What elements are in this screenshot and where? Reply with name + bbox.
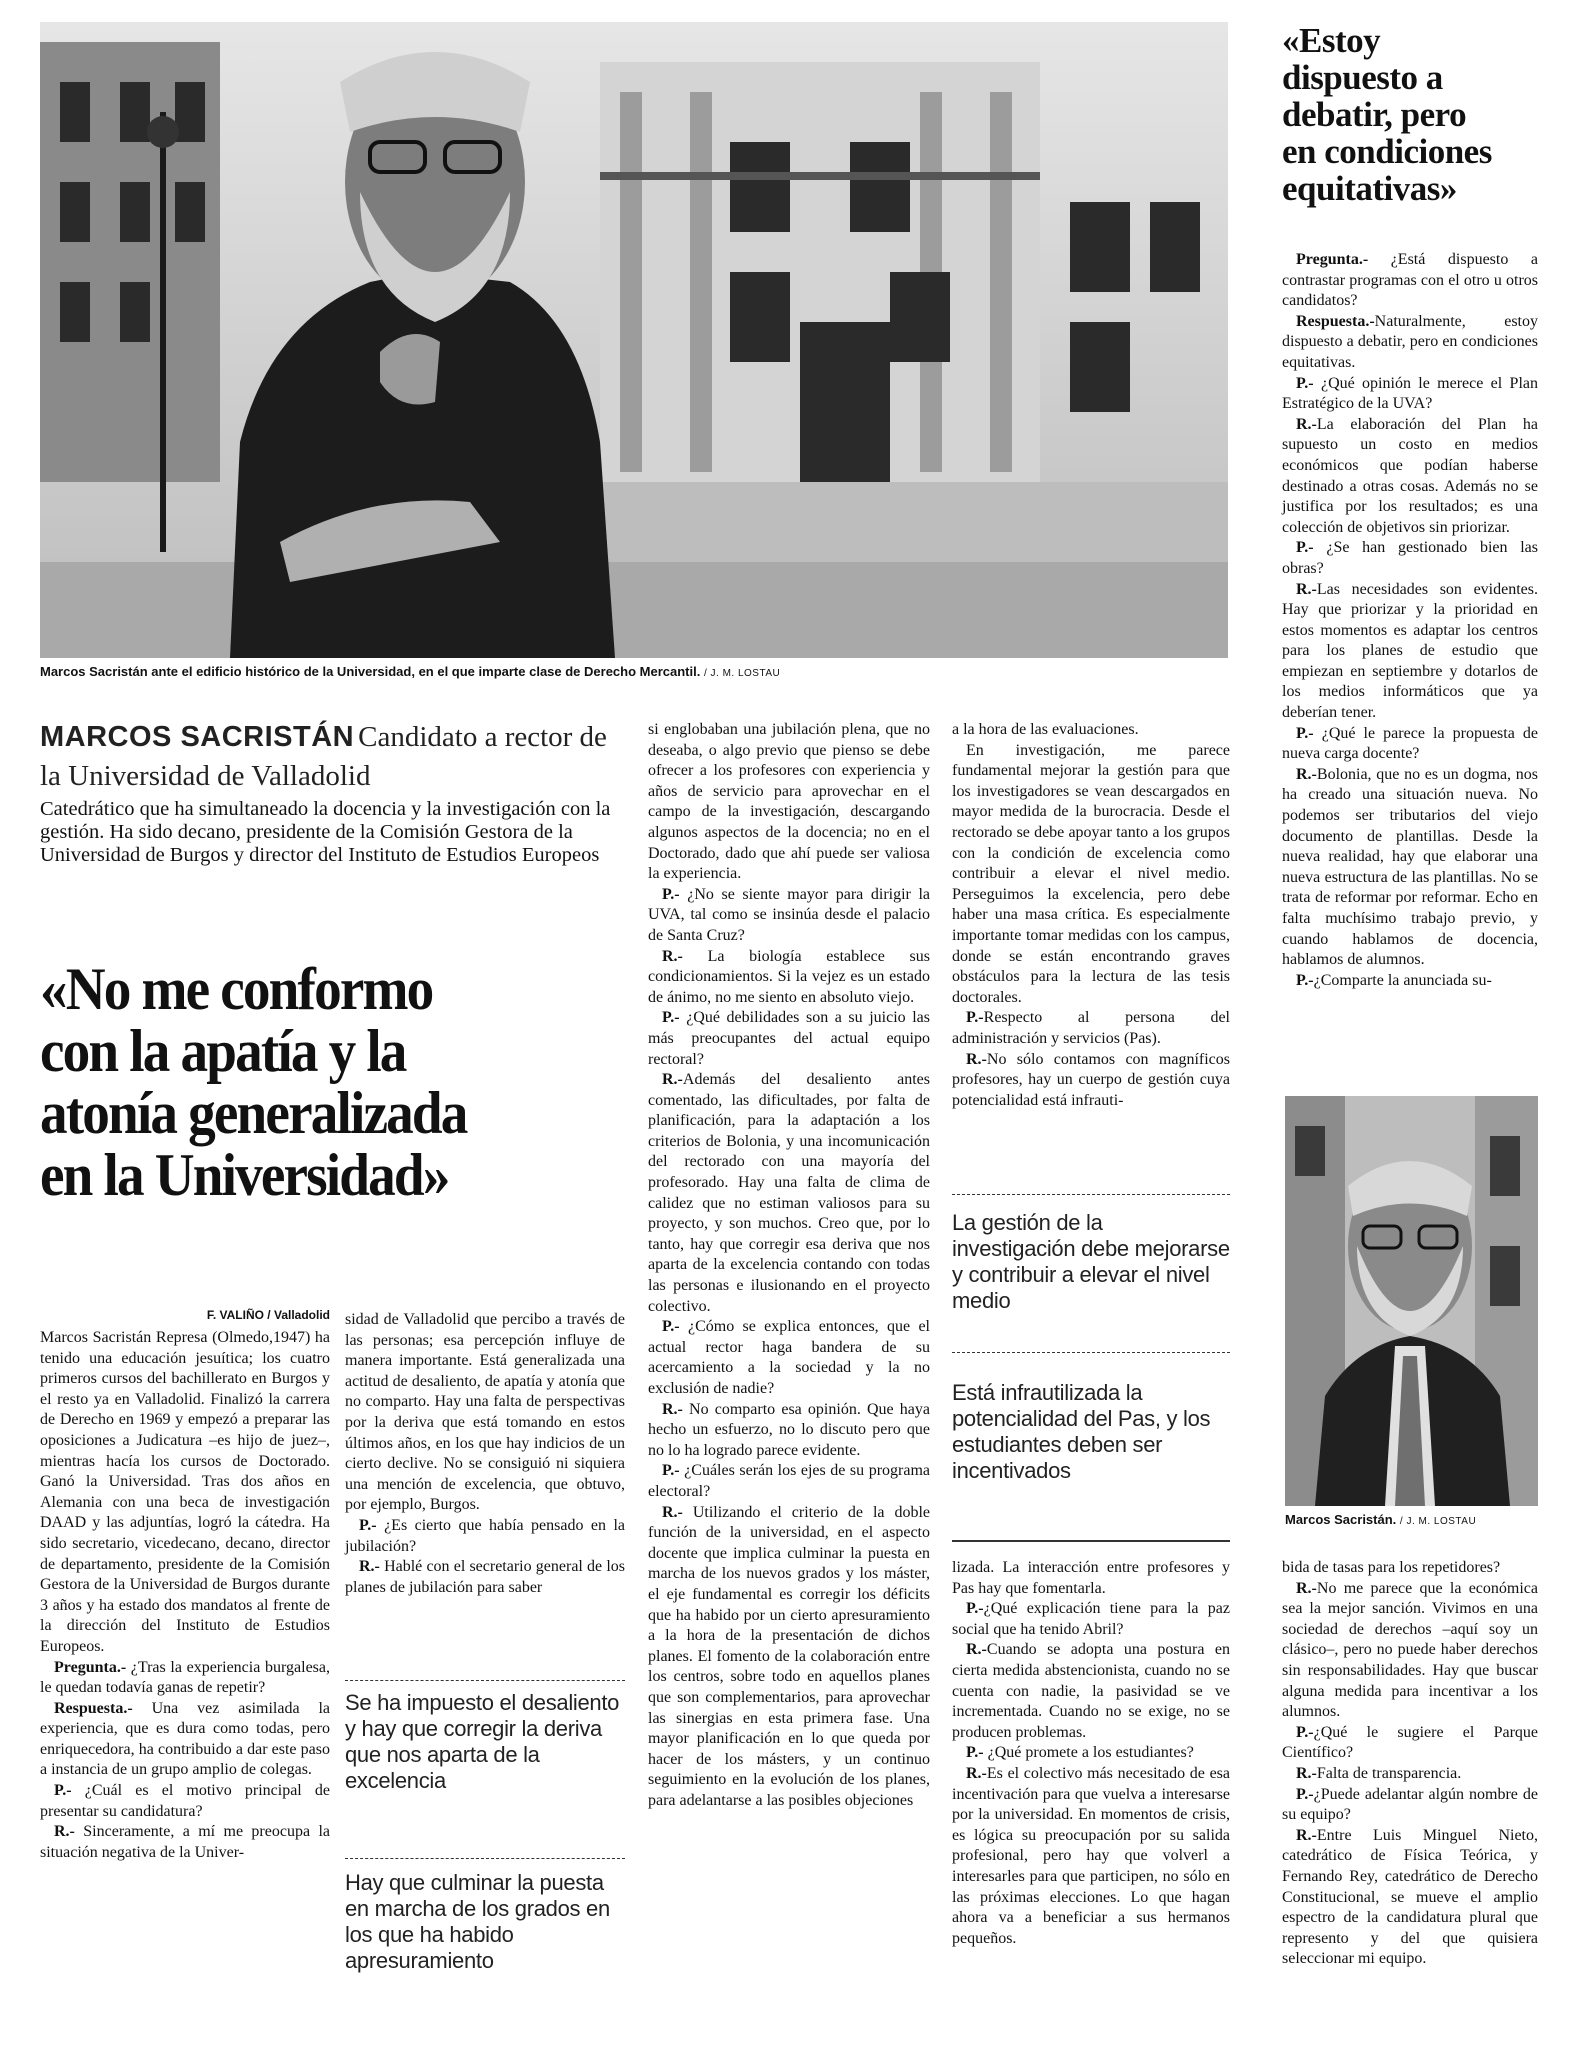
pull-quote-3: La gestión de la investigación debe mejorarse y contribuir a elevar el nivel medio [952, 1210, 1230, 1313]
answer-text: Bolonia, que no es un dogma, nos ha creado una situación nueva. No podemos ser tributarios del viejo documento de plantillas. Desde la nueva realidad, hay que elaborar una nueva estructura de las plantillas. No se trata de reformar por reformar. Echo en falta muchísimo trabajo previo, y cuando hablamos de docencia, hablamos de alumnos. [1282, 765, 1538, 969]
question-label: P.- [1296, 724, 1314, 742]
main-photo-credit: / J. M. LOSTAU [703, 668, 781, 679]
question-text: ¿Es cierto que había pensado en la jubilación? [345, 1516, 625, 1555]
answer-text: No me parece que la económica sea la mejor sanción. Vivimos en una sociedad de derechos –aquí soy un clásico–, pero no puede haber derechos sin responsabilidades. Hay que buscar alguna medida para incentivar a los alumnos. [1282, 1579, 1538, 1721]
answer-text: Hablé con el secretario general de los planes de jubilación para saber [345, 1558, 625, 1596]
answer-label: R.- [359, 1558, 380, 1576]
main-photo [40, 22, 1228, 658]
side-headline-line-3: debatir, pero [1282, 95, 1467, 134]
column-5-lower [1282, 1558, 1538, 1970]
side-headline-line-2: dispuesto a [1282, 58, 1443, 97]
qa-paragraph [648, 1400, 930, 1462]
main-photo-caption [40, 664, 780, 679]
qa-paragraph [1282, 724, 1538, 765]
question-label: P.- [1296, 1723, 1314, 1741]
answer-label: Respuesta.- [54, 1699, 133, 1717]
qa-paragraph [40, 1822, 330, 1863]
question-text: Respecto al persona del administración y servicios (Pas). [952, 1009, 1230, 1047]
question-text: ¿No se siente mayor para dirigir la UVA, tal como se insinúa desde el palacio de Santa Cruz? [648, 885, 930, 944]
qa-paragraph [1282, 765, 1538, 971]
answer-label: R.- [966, 1641, 987, 1659]
side-headline-line-1: «Estoy [1282, 21, 1381, 60]
answer-label: R.- [1296, 415, 1317, 433]
column-2-paragraph: sidad de Valladolid que percibo a través de las personas; esa percepción influye de manera importante. Está generalizada una actitud de desaliento, de apatía y atonía que no comparto. Hay una falta de perspectivas por la deriva que está tomando en estos últimos años, en los que hay indicios de un cierto declive. No se consiguió ni siquiera una mención de excelencia, que obtuvo, por ejemplo, Burgos. [345, 1311, 625, 1514]
question-label: P.- [1296, 971, 1314, 989]
portrait-caption-text: Marcos Sacristán. [1285, 1512, 1397, 1527]
section-divider [952, 1540, 1230, 1542]
qa-paragraph [648, 1503, 930, 1812]
question-label: P.- [966, 1600, 984, 1618]
headline-line-1: «No me conformo [40, 956, 433, 1022]
answer-label: R.- [1296, 1826, 1317, 1844]
column-3-paragraph: si englobaban una jubilación plena, que no deseaba, o algo previo que pienso se debe ofrecer a los profesores con experiencia y años de servicio para aprovechar en el campo de la investigación, descargando algunos aspectos de la docencia; no en el Doctorado, dado que ahí puede ser valiosa la experiencia. [648, 721, 930, 883]
question-text: ¿Tras la experiencia burgalesa, le quedan todavía ganas de repetir? [40, 1658, 330, 1697]
headline-line-3: atonía generalizada [40, 1080, 467, 1146]
answer-text: No sólo contamos con magníficos profesores, hay un cuerpo de gestión cuya potencialidad está infrauti- [952, 1050, 1230, 1109]
answer-text: Una vez asimilada la experiencia, que es dura como todas, pero enriquecedora, ha contribuido a dar este paso a instancia de un grupo amplio de colegas. [40, 1699, 330, 1779]
question-label: P.- [662, 1318, 680, 1336]
side-headline-line-4: en condiciones [1282, 132, 1492, 171]
question-text: ¿Cuál es el motivo principal de presentar su candidatura? [40, 1782, 330, 1820]
pull-quote-1: Se ha impuesto el desaliento y hay que corregir la deriva que nos aparta de la excelencia [345, 1690, 620, 1793]
answer-text: Utilizando el criterio de la doble función de la universidad, en el aspecto docente que implica culminar la puesta en marcha de los nuevos grados y los máster, el eje fundamental es corregir los déficits que ha habido por un cierto apresuramiento a la hora de la presentación de dichos planes. El fomento de la colaboración entre los centros, sobre todo en aquellos planes que son complementarios, para aprovechar las sinergias en esta primera fase. Una mayor planificación en lo que queda por hacer de los másters, y un continuo seguimiento en la evolución de los planes, para adelantarse a las posibles objeciones [648, 1503, 930, 1809]
column-4 [952, 720, 1230, 1111]
kicker-role: Candidato a rector de la Universidad de Valladolid [40, 721, 607, 792]
answer-text: No comparto esa opinión. Que haya hecho un esfuerzo, no lo discuto pero que no lo ha logrado parece evidente. [648, 1400, 930, 1459]
pull-quote-rule [952, 1194, 1230, 1195]
question-text: ¿Puede adelantar algún nombre de su equipo? [1282, 1785, 1538, 1824]
intro-text: Catedrático que ha simultaneado la docencia y la investigación con la gestión. Ha sido decano, presidente de la Comisión Gestora de la Universidad de Burgos y director del Instituto de Estudios Europeos [40, 798, 611, 866]
qa-paragraph [648, 1317, 930, 1399]
question-text: ¿Qué le sugiere el Parque Científico? [1282, 1723, 1538, 1762]
qa-paragraph [1282, 1579, 1538, 1723]
main-photo-caption-text: Marcos Sacristán ante el edificio histórico de la Universidad, en el que imparte clase de Derecho Mercantil. [40, 664, 701, 679]
question-label: P.- [1296, 539, 1314, 557]
question-text: ¿Se han gestionado bien las obras? [1282, 539, 1538, 577]
question-label: P.- [966, 1009, 984, 1027]
answer-label: R.- [1296, 765, 1317, 783]
qa-paragraph [952, 1640, 1230, 1743]
side-headline-line-5: equitativas» [1282, 169, 1457, 208]
column-1-paragraph: Marcos Sacristán Represa (Olmedo,1947) ha tenido una educación jesuítica; los cuatro primeros cursos del bachillerato en Burgos y el resto ya en Valladolid. Finalizó la carrera de Derecho en 1969 y empezó a preparar las oposiciones a Judicatura –es hijo de juez–, mientras hacía los cursos de Doctorado. Ganó la Universidad. Tras dos años en Alemania con una beca de investigación DAAD y las adjuntías, logró la cátedra. Ha sido secretario, vicedecano, decano, director de departamento, presidente de la Comisión Gestora de la Universidad de Burgos durante 3 años y ha estado dos mandatos al frente de la dirección del Instituto de Estudios Europeos. [40, 1329, 330, 1655]
question-label: P.- [1296, 1785, 1314, 1803]
portrait-photo [1285, 1096, 1538, 1506]
answer-text: Sinceramente, a mí me preocupa la situación negativa de la Univer- [40, 1823, 330, 1861]
qa-paragraph [1282, 250, 1538, 312]
column-2 [345, 1310, 625, 1598]
question-text: ¿Cómo se explica entonces, que el actual rector haga bandera de su acercamiento a la sociedad y la no exclusión de nadie? [648, 1318, 930, 1397]
question-text: ¿Comparte la anunciada su- [1313, 971, 1492, 989]
question-label: P.- [662, 1462, 680, 1480]
answer-text: Las necesidades son evidentes. Hay que priorizar y la prioridad en estos momentos es adaptar los centros para los planes de estudio que empiezan en septiembre y dotarlos de los medios informáticos que ya deberían tener. [1282, 580, 1538, 722]
column-1 [40, 1328, 330, 1863]
question-text: ¿Qué promete a los estudiantes? [983, 1744, 1194, 1762]
answer-text: La elaboración del Plan ha supuesto un costo en medios económicos que podían haberse destinado a otras cosas. Además no se justifica por los resultados; es una colección de objetivos sin priorizar. [1282, 415, 1538, 536]
answer-label: R.- [662, 947, 683, 965]
pull-quote-rule [345, 1680, 625, 1681]
question-text: ¿Qué debilidades son a su juicio las más preocupantes del actual equipo rectoral? [648, 1009, 930, 1068]
qa-paragraph [952, 1599, 1230, 1640]
column-4-paragraph: a la hora de las evaluaciones. [952, 721, 1139, 738]
qa-paragraph [648, 1008, 930, 1070]
qa-paragraph [1282, 580, 1538, 724]
qa-paragraph [40, 1658, 330, 1699]
portrait-credit: / J. M. LOSTAU [1399, 1516, 1477, 1527]
answer-text: Es el colectivo más necesitado de esa incentivación para que vuelva a interesarse por la universidad. En momentos de crisis, es lógica su preocupación por su salida profesional, pero hay que volverl a interesarles para que participen, no sólo en las próximas elecciones. Lo que hagan ahora va a beneficiar a sus hermanos pequeños. [952, 1764, 1230, 1947]
headline-line-4: en la Universidad» [40, 1142, 449, 1208]
column-5 [1282, 250, 1538, 991]
column-4-paragraph: En investigación, me parece fundamental mejorar la gestión para que los investigadores se vean descargados en mayor medida de la burocracia. Desde el rectorado se debe apoyar tanto a los grupos con la condición de excelencia como contribuir a elevar el nivel medio. Perseguimos la excelencia, pero debe haber una masa crítica. Es especialmente importante tomar medidas con los campus, donde se están encontrando graves obstáculos para la lectura de las tesis doctorales. [952, 741, 1230, 1006]
pull-quote-4: Está infrautilizada la potencialidad del Pas, y los estudiantes deben ser incentivados [952, 1380, 1211, 1483]
qa-paragraph [1282, 415, 1538, 539]
qa-paragraph [952, 1764, 1230, 1949]
question-label: P.- [54, 1782, 72, 1800]
answer-text: Naturalmente, estoy dispuesto a debatir, pero en condiciones equitativas. [1282, 312, 1538, 371]
qa-paragraph [648, 885, 930, 947]
question-label: P.- [1296, 374, 1314, 392]
qa-paragraph [40, 1781, 330, 1822]
answer-label: R.- [1296, 1764, 1317, 1782]
qa-paragraph [1282, 312, 1538, 374]
qa-paragraph [1282, 1764, 1538, 1785]
qa-paragraph [1282, 1785, 1538, 1826]
answer-text: La biología establece sus condicionamientos. Si la vejez es un estado de ánimo, no me siento en absoluto viejo. [648, 947, 930, 1006]
qa-paragraph [1282, 1723, 1538, 1764]
column-4-paragraph: lizada. La interacción entre profesores y Pas hay que fomentarla. [952, 1559, 1230, 1597]
question-label: P.- [662, 1009, 680, 1027]
qa-paragraph [1282, 971, 1538, 992]
answer-label: Respuesta.- [1296, 312, 1375, 330]
kicker [40, 720, 620, 798]
answer-label: R.- [966, 1764, 987, 1782]
byline: F. VALIÑO / Valladolid [206, 1308, 330, 1322]
question-text: ¿Qué le parece la propuesta de nueva carga docente? [1282, 724, 1538, 763]
question-text: ¿Está dispuesto a contrastar programas con el otro u otros candidatos? [1282, 251, 1538, 310]
qa-paragraph [345, 1516, 625, 1557]
qa-paragraph [648, 1070, 930, 1317]
qa-paragraph [1282, 1826, 1538, 1970]
answer-text: Además del desaliento antes comentado, las dificultades, por falta de planificación, para la adaptación a los criterios de Bolonia, y una incomunicación del rectorado con una mayoría del profesorado. Hay una falta de clima de calidez que no estiman valiosos para su proyecto, y son muchos. Creo que, por lo tanto, hay que corregir esa deriva que nos aparta de la excelencia contando con todas las personas e ilusionando en el proyecto colectivo. [648, 1071, 930, 1315]
answer-label: R.- [966, 1050, 987, 1068]
question-label: Pregunta.- [54, 1658, 127, 1676]
qa-paragraph [40, 1699, 330, 1781]
qa-paragraph [952, 1008, 1230, 1049]
answer-label: R.- [662, 1503, 683, 1521]
pull-quote-rule [345, 1858, 625, 1859]
answer-label: R.- [1296, 580, 1317, 598]
answer-text: Cuando se adopta una postura en cierta medida abstencionista, cuando no se cuenta con nadie, la pasividad se ve incrementada. Cuando no se exige, no se producen problemas. [952, 1641, 1230, 1741]
portrait-illustration [1285, 1096, 1538, 1506]
question-label: P.- [359, 1516, 377, 1534]
qa-paragraph [952, 1743, 1230, 1764]
question-label: Pregunta.- [1296, 251, 1369, 268]
side-headline [1282, 22, 1572, 207]
answer-text: Entre Luis Minguel Nieto, catedrático de Física Teórica, y Fernando Rey, catedrático de Derecho Constitucional, se mueve el amplio espectro de la candidatura plural que represento y del que quisiera seleccionar mi equipo. [1282, 1826, 1538, 1968]
pull-quote-2: Hay que culminar la puesta en marcha de los grados en los que ha habido apresuramiento [345, 1870, 610, 1973]
answer-label: R.- [1296, 1579, 1317, 1597]
column-5-paragraph: bida de tasas para los repetidores? [1282, 1559, 1501, 1576]
question-label: P.- [966, 1744, 984, 1762]
question-text: ¿Qué explicación tiene para la paz social que ha tenido Abril? [952, 1600, 1230, 1638]
column-4-lower [952, 1558, 1230, 1949]
headline-line-2: con la apatía y la [40, 1018, 406, 1084]
qa-paragraph [648, 1461, 930, 1502]
portrait-caption [1285, 1512, 1476, 1527]
question-label: P.- [662, 885, 680, 903]
answer-text: Falta de transparencia. [1316, 1764, 1462, 1782]
headline [40, 958, 629, 1206]
qa-paragraph [345, 1557, 625, 1598]
main-photo-illustration [40, 22, 1228, 658]
answer-label: R.- [662, 1400, 683, 1418]
qa-paragraph [648, 947, 930, 1009]
qa-paragraph [1282, 374, 1538, 415]
column-3 [648, 720, 930, 1811]
answer-label: R.- [54, 1823, 75, 1841]
kicker-name: MARCOS SACRISTÁN [40, 721, 355, 753]
pull-quote-rule [952, 1352, 1230, 1353]
question-text: ¿Cuáles serán los ejes de su programa electoral? [648, 1462, 930, 1500]
answer-label: R.- [662, 1071, 683, 1089]
qa-paragraph [1282, 538, 1538, 579]
qa-paragraph [952, 1050, 1230, 1112]
question-text: ¿Qué opinión le merece el Plan Estratégico de la UVA? [1282, 374, 1538, 413]
